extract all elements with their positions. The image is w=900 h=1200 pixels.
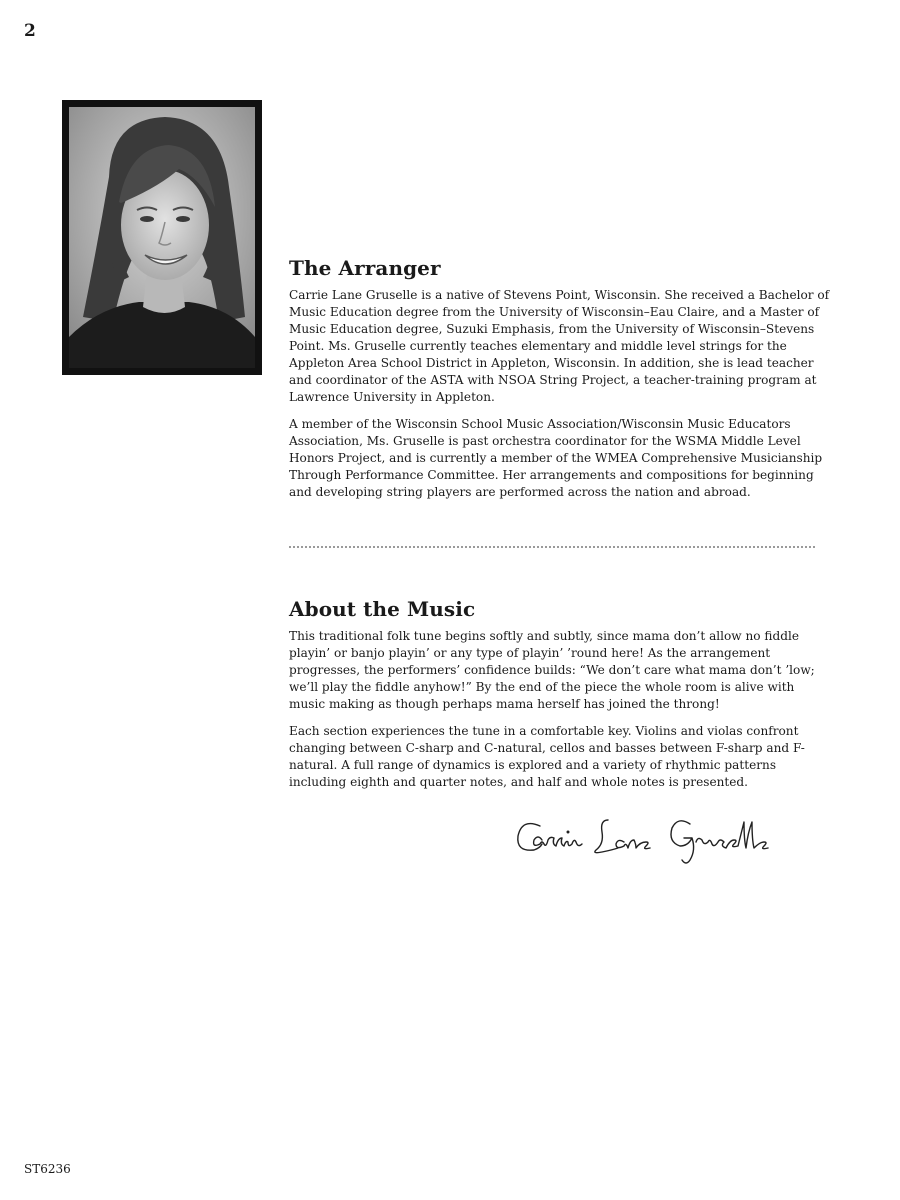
about-music-paragraph-1: This traditional folk tune begins softly and subtly, since mama don’t allow no fiddle playin’ or banjo playin’ or any type of playin’ ’round here! As the arrangement progresses, the performers’ confidence builds: “We don’t care what mama don’t ’low; we’ll play the fiddle anyhow!” By the end of the piece the whole room is alive with music making as though perhaps mama herself has joined the throng! [289, 629, 815, 711]
about-music-heading: About the Music [289, 597, 476, 621]
arranger-paragraph-1: Carrie Lane Gruselle is a native of Stevens Point, Wisconsin. She received a Bachelor of Music Education degree from the University of Wisconsin–Eau Claire, and a Master of Music Education degree, Suzuki Emphasis, from the University of Wisconsin–Stevens Point. Ms. Gruselle currently teaches elementary and middle level strings for the Appleton Area School District in Appleton, Wisconsin. In addition, she is lead teacher and coordinator of the ASTA with NSOA String Project, a teacher-training program at Lawrence University in Appleton. [289, 288, 830, 404]
page-number: 2 [24, 21, 36, 41]
handwritten-signature [512, 810, 812, 870]
arranger-section [289, 256, 834, 511]
catalog-code: ST6236 [24, 1162, 71, 1176]
arranger-heading: The Arranger [289, 256, 441, 280]
about-music-paragraph-2: Each section experiences the tune in a comfortable key. Violins and violas confront changing between C-sharp and C-natural, cellos and basses between F-sharp and F-natural. A full range of dynamics is explored and a variety of rhythmic patterns including eighth and quarter notes, and half and whole notes is presented. [289, 724, 805, 789]
about-music-section [289, 597, 834, 801]
arranger-paragraph-2: A member of the Wisconsin School Music Association/Wisconsin Music Educators Association, Ms. Gruselle is past orchestra coordinator for the WSMA Middle Level Honors Project, and is currently a member of the WMEA Comprehensive Musicianship Through Performance Committee. Her arrangements and compositions for beginning and developing string players are performed across the nation and abroad. [289, 417, 823, 499]
arranger-portrait-photo [62, 100, 262, 375]
portrait-photo-icon [69, 107, 255, 368]
dotted-divider [289, 546, 815, 548]
